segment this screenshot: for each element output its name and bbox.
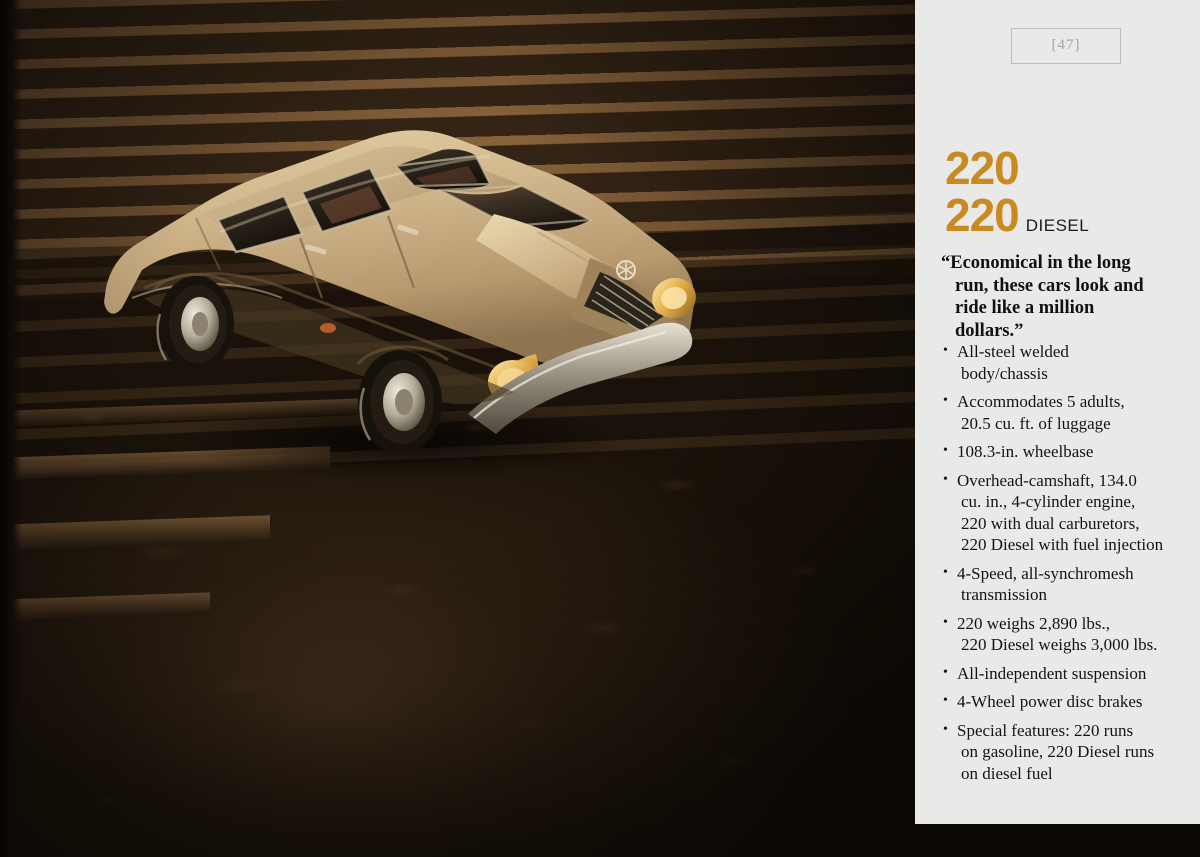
feature-line: 220 Diesel with fuel injection [961, 535, 1164, 554]
book-gutter-shadow [0, 0, 22, 857]
feature-line: 108.3-in. wheelbase [957, 442, 1094, 461]
feature-item [943, 441, 1200, 463]
spec-panel [915, 0, 1200, 857]
model-number-diesel: 220 [945, 189, 1019, 241]
feature-line: All-steel welded [957, 342, 1069, 361]
feature-line: 220 Diesel weighs 3,000 lbs. [961, 635, 1158, 654]
feature-item [943, 720, 1200, 785]
feature-item [943, 691, 1200, 713]
quote-line-3: ride like a million [955, 298, 1095, 318]
page-bottom-edge [915, 824, 1200, 857]
feature-item [943, 470, 1200, 556]
feature-line: 4-Speed, all-synchromesh [957, 563, 1134, 583]
feature-item [943, 563, 1200, 606]
feature-item [943, 341, 1200, 384]
model-number-gasoline: 220 [945, 142, 1019, 194]
feature-line: on gasoline, 220 Diesel runs [961, 742, 1155, 761]
model-heading [945, 142, 1200, 241]
feature-line: on diesel fuel [961, 763, 1053, 783]
feature-list [943, 341, 1200, 791]
quote-line-2: run, these cars look and [955, 275, 1144, 296]
feature-line: transmission [961, 585, 1047, 604]
pencil-annotation: [47] [1011, 28, 1121, 64]
feature-item [943, 613, 1200, 656]
feature-line: Overhead-camshaft, 134.0 [957, 470, 1137, 490]
mercedes-benz-sedan [70, 92, 710, 452]
quote-line-4: dollars.” [955, 320, 1024, 341]
feature-line: 220 weighs 2,890 lbs., [957, 613, 1110, 633]
feature-item [943, 391, 1200, 434]
feature-line: cu. in., 4-cylinder engine, [961, 492, 1136, 511]
model-diesel-label: DIESEL [1025, 216, 1090, 235]
quote-line-1: “Economical in the long [941, 253, 1131, 273]
feature-line: 20.5 cu. ft. of luggage [961, 413, 1111, 433]
feature-item [943, 663, 1200, 685]
feature-line: All-independent suspension [957, 663, 1147, 683]
feature-line: Accommodates 5 adults, [957, 392, 1125, 411]
feature-line: Special features: 220 runs [957, 720, 1134, 740]
pull-quote [941, 252, 1200, 342]
feature-line: body/chassis [961, 363, 1048, 383]
feature-line: 4-Wheel power disc brakes [957, 692, 1143, 711]
feature-line: 220 with dual carburetors, [961, 513, 1140, 533]
